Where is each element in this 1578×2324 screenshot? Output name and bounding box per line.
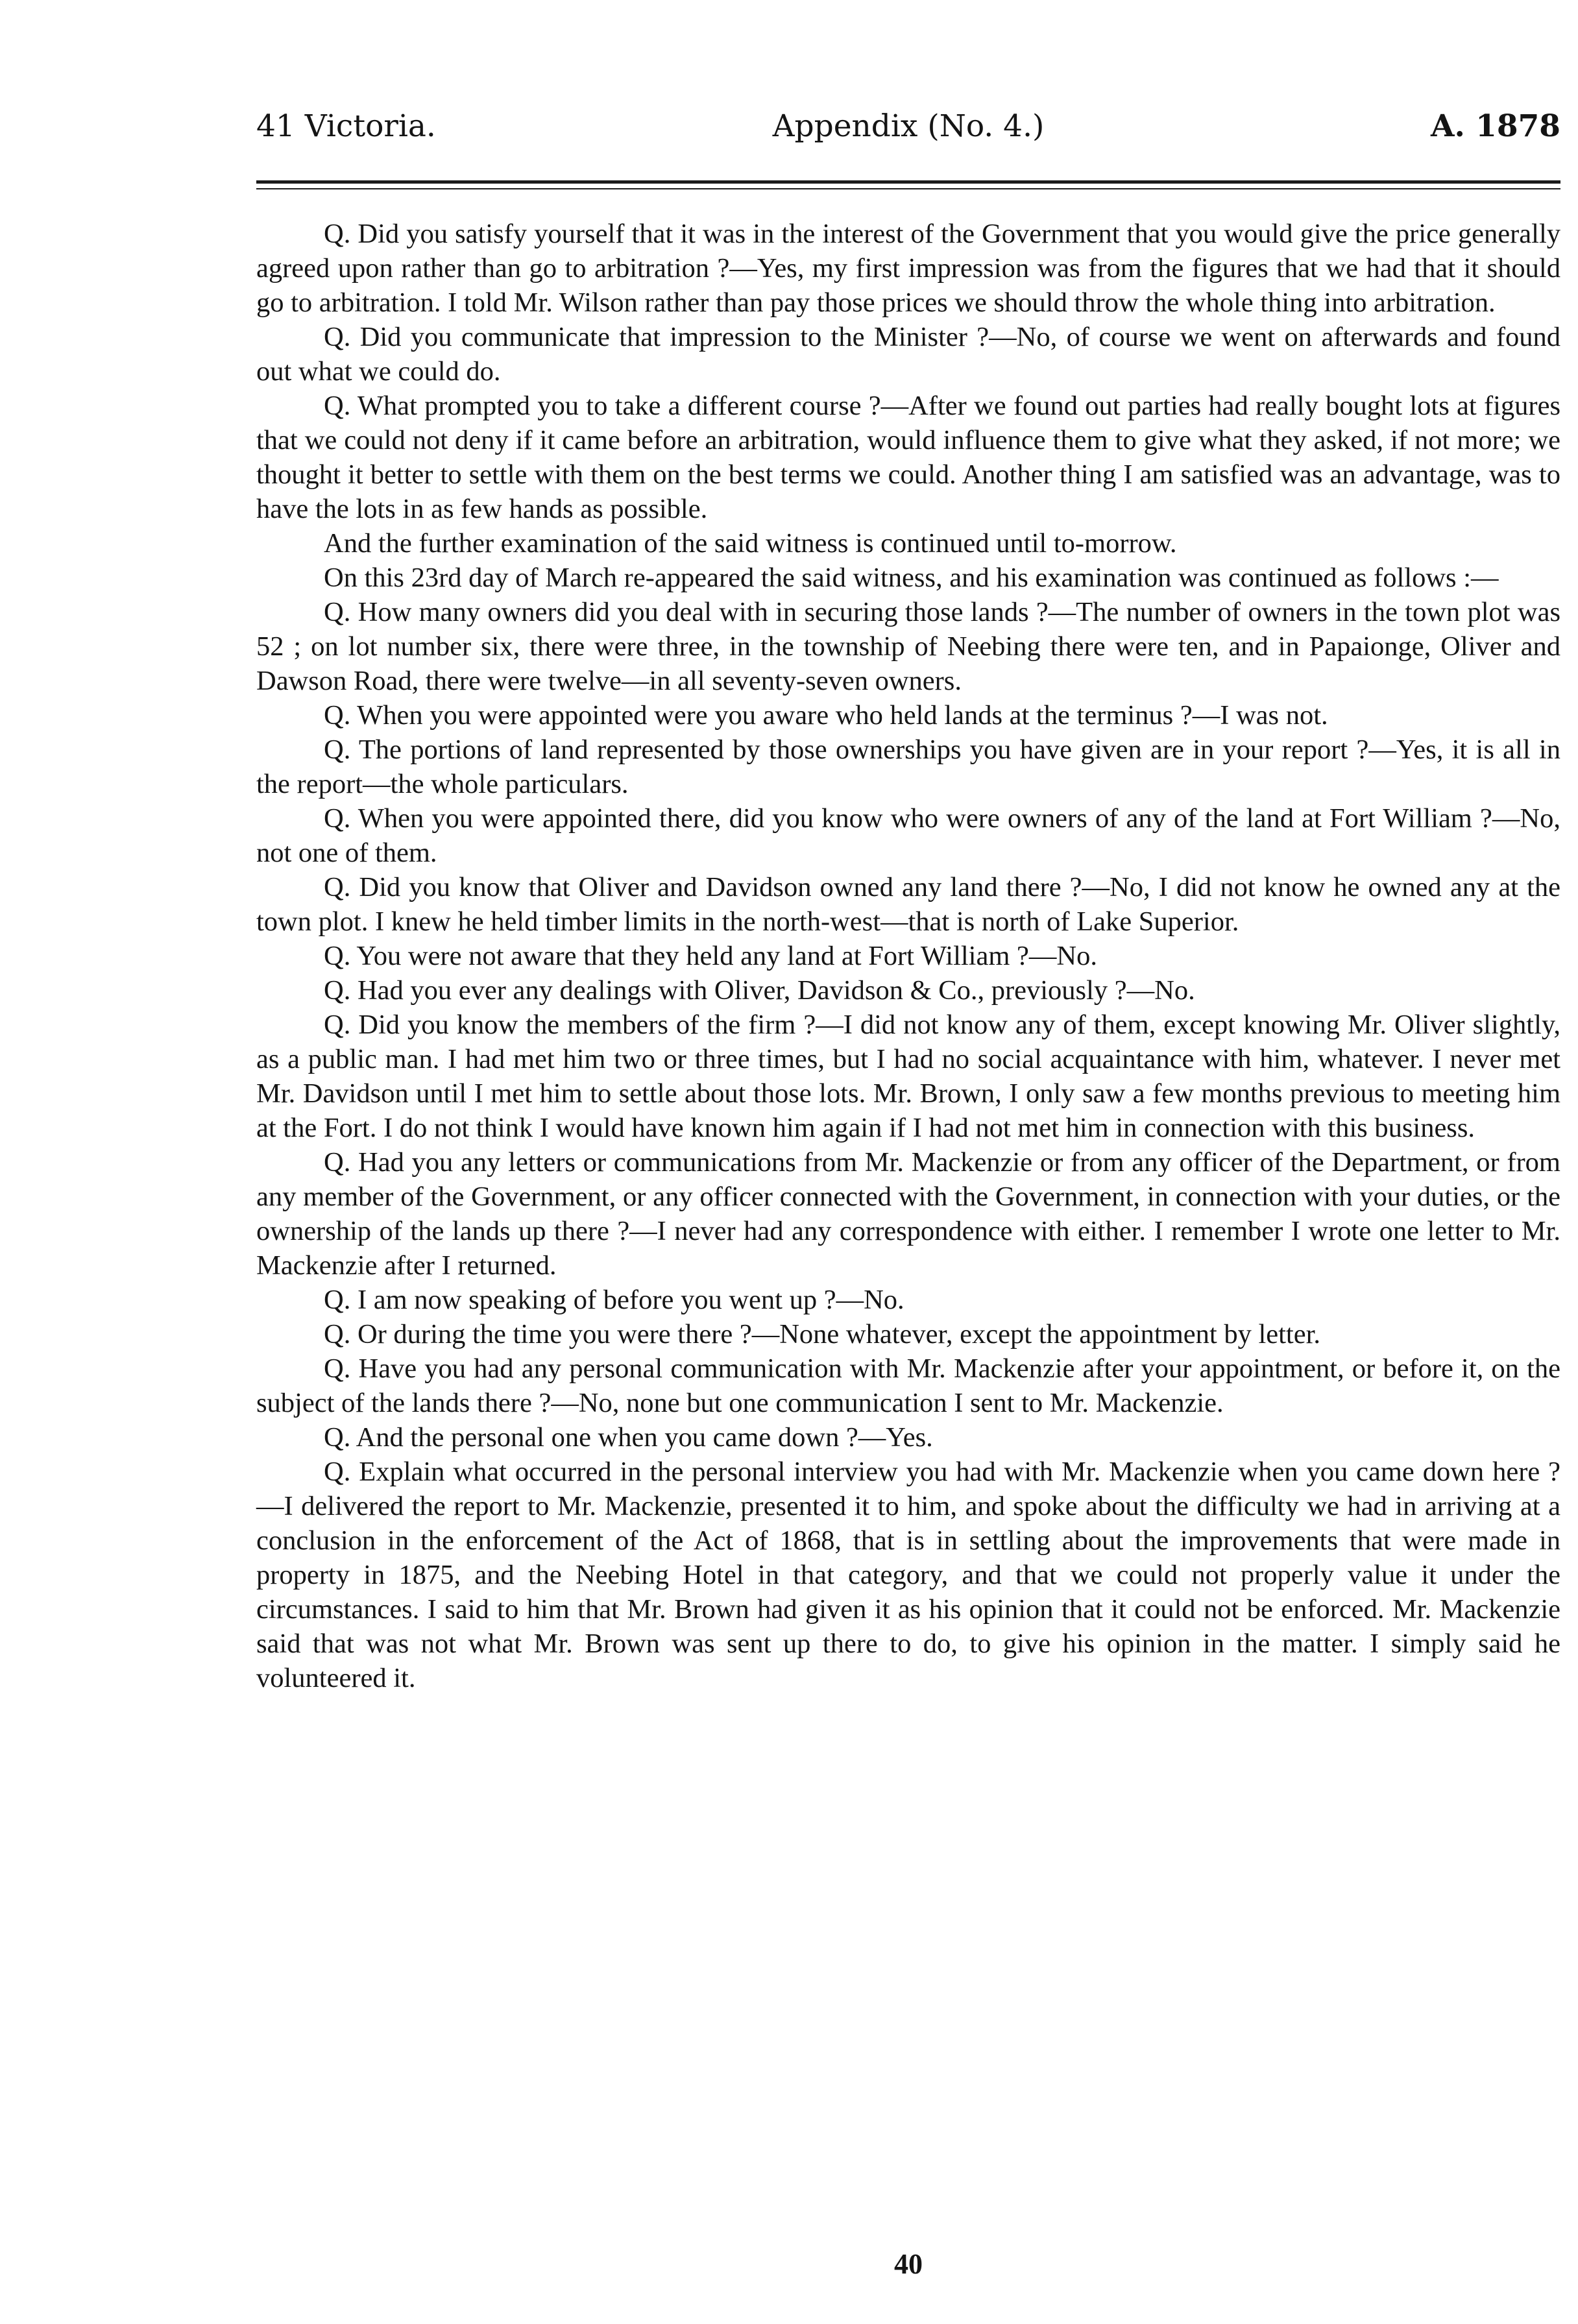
running-header [256,97,1560,156]
paragraph: Q. And the personal one when you came down ?—Yes. [324,1422,933,1453]
header-rule-thin [256,188,1560,189]
paragraph: Q. Explain what occurred in the personal interview you had with Mr. Mackenzie when you came down here ?—I delivered the report to Mr. Mackenzie, presented it to him, and spoke about the difficulty we had in arriving at a conclusion in the enforcement of the Act of 1868, that is in settling about the improvements that were made in property in 1875, and the Neebing Hotel in that category, and that we could not properly value it under the circumstances. I said to him that Mr. Brown had given it as his opinion that it could not be enforced. Mr. Mackenzie said that was not what Mr. Brown was sent up there to do, to give his opinion in the matter. I simply said he volunteered it. [256,1457,1560,1693]
header-appendix: Appendix (No. 4.) [772,108,1045,144]
paragraph: Q. Did you communicate that impression to the Minister ?—No, of course we went on afterwards and found out what we could do. [256,322,1560,387]
document-page [256,97,1560,2280]
paragraph: Q. How many owners did you deal with in securing those lands ?—The number of owners in the town plot was 52 ; on lot number six, there were three, in the township of Neebing there were ten, and in Papaionge, Oliver and Dawson Road, there were twelve—in all seventy-seven owners. [256,597,1560,696]
paragraph: Q. When you were appointed there, did you know who were owners of any of the land at Fort William ?—No, not one of them. [256,803,1560,868]
paragraph: Q. Did you satisfy yourself that it was in the interest of the Government that you would give the price generally agreed upon rather than go to arbitration ?—Yes, my first impression was from the figures that we had that it should go to arbitration. I told Mr. Wilson rather than pay those prices we should throw the whole thing into arbitration. [256,219,1560,318]
paragraph: Q. Or during the time you were there ?—None whatever, except the appointment by letter. [324,1319,1321,1350]
paragraph: Q. Had you any letters or communications from Mr. Mackenzie or from any officer of the Department, or from any member of the Government, or any officer connected with the Government, in connection with your duties, or the ownership of the lands up there ?—I never had any correspondence with either. I remember I wrote one letter to Mr. Mackenzie after I returned. [256,1147,1560,1281]
paragraph: Q. Did you know that Oliver and Davidson owned any land there ?—No, I did not know he owned any at the town plot. I knew he held timber limits in the north-west—that is north of Lake Superior. [256,872,1560,937]
header-session: 41 Victoria. [256,108,436,144]
header-year: A. 1878 [1430,108,1560,144]
paragraph: Q. What prompted you to take a different course ?—After we found out parties had really bought lots at figures that we could not deny if it came before an arbitration, would influence them to give what they asked, if not more; we thought it better to settle with them on the best terms we could. Another thing I am satisfied was an advantage, was to have the lots in as few hands as possible. [256,391,1560,524]
paragraph: On this 23rd day of March re-appeared the said witness, and his examination was continued as follows :— [324,563,1499,593]
page-number: 40 [894,2248,923,2280]
paragraph: Q. The portions of land represented by those ownerships you have given are in your report ?—Yes, it is all in the report—the whole particulars. [256,734,1560,799]
paragraph: Q. I am now speaking of before you went up ?—No. [324,1285,904,1315]
header-rule-thick [256,180,1560,184]
paragraph: Q. Have you had any personal communication with Mr. Mackenzie after your appointment, or before it, on the subject of the lands there ?—No, none but one communication I sent to Mr. Mackenzie. [256,1353,1560,1418]
testimony-body [256,217,1560,1695]
paragraph: Q. Did you know the members of the firm ?—I did not know any of them, except knowing Mr. Oliver slightly, as a public man. I had met him two or three times, but I had no social acquaintance with him, whatever. I never met Mr. Davidson until I met him to settle about those lots. Mr. Brown, I only saw a few months previous to meeting him at the Fort. I do not think I would have known him again if I had not met him in connection with this business. [256,1010,1560,1143]
paragraph: And the further examination of the said witness is continued until to-morrow. [324,528,1177,559]
paragraph: Q. You were not aware that they held any land at Fort William ?—No. [324,941,1097,971]
paragraph: Q. When you were appointed were you aware who held lands at the terminus ?—I was not. [324,700,1328,731]
paragraph: Q. Had you ever any dealings with Oliver, Davidson & Co., previously ?—No. [324,975,1195,1006]
